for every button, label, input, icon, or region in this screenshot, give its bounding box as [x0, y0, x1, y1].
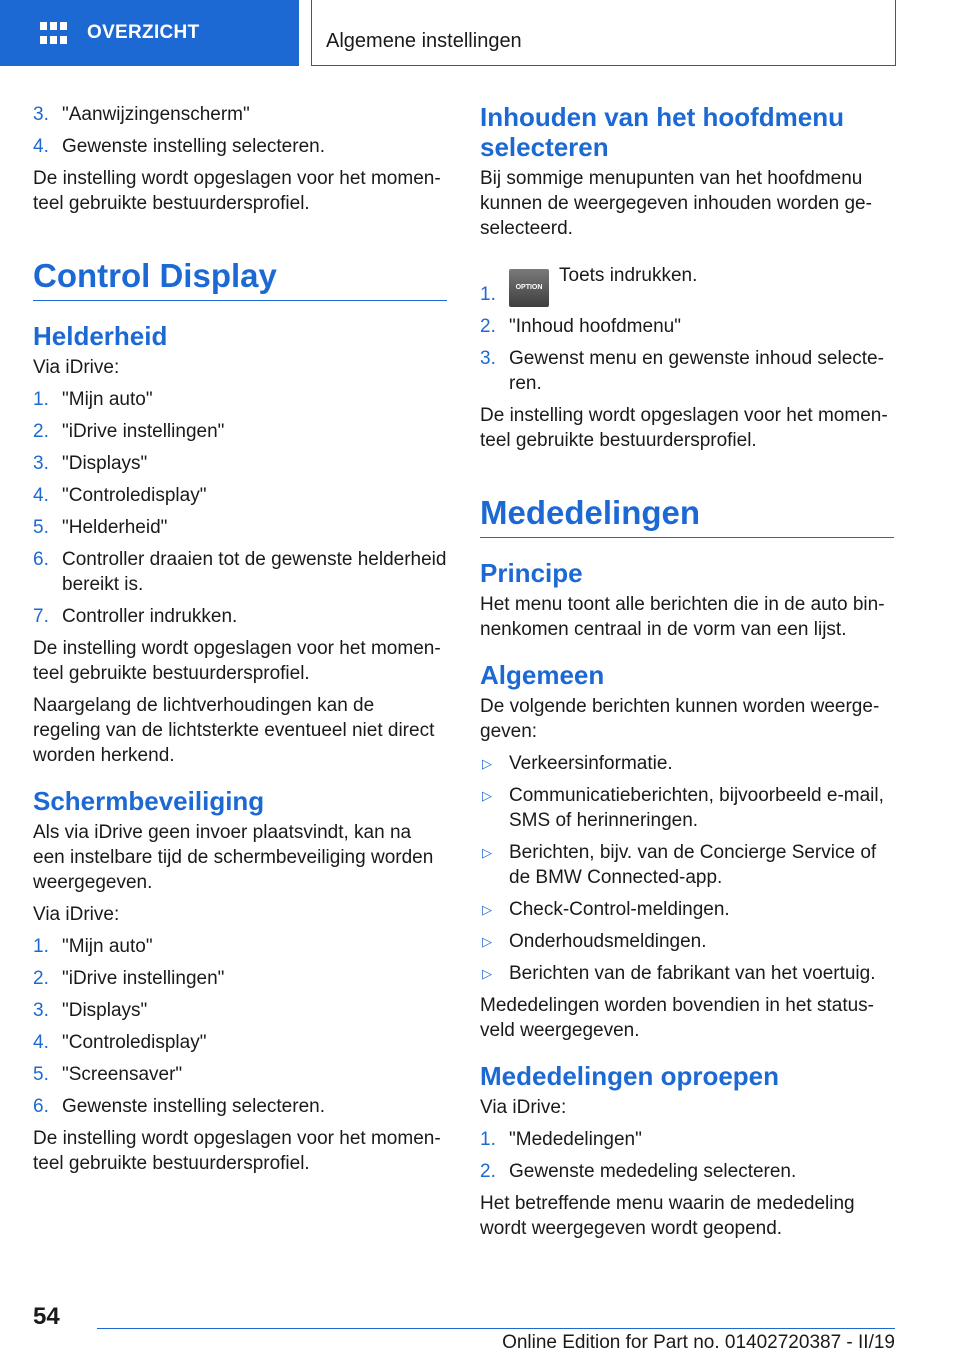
list-item: 4. "Controledisplay": [33, 1032, 207, 1053]
list-item: ▷ Check-Control-meldingen.: [482, 899, 730, 920]
breadcrumb: [311, 0, 896, 66]
triangle-bullet-icon: ▷: [482, 756, 492, 771]
paragraph: Via iDrive:: [480, 1097, 567, 1118]
paragraph: Mededelingen worden bovendien in het statusveld weergegeven.: [480, 995, 874, 1041]
steps-hoofdmenu-list: [480, 263, 894, 396]
steps-oproepen-list: [480, 1127, 894, 1184]
footer-divider: [97, 1328, 895, 1329]
paragraph: Het betreffende menu waarin de mededeling wordt weergegeven wordt geopend.: [480, 1193, 855, 1239]
list-item: ▷ Berichten, bijv. van de Concierge Service of de BMW Connected-app.: [482, 842, 877, 888]
list-item: 4. "Controledisplay": [33, 485, 207, 506]
list-item: 7. Controller indrukken.: [33, 606, 238, 627]
paragraph: Bij sommige menupunten van het hoofdmenu kunnen de weergegeven inhouden worden geselecteerd.: [480, 168, 872, 239]
section-title-mededelingen: Mededelingen: [480, 493, 894, 538]
triangle-bullet-icon: ▷: [482, 845, 492, 860]
list-item: 2. "iDrive instellingen": [33, 968, 225, 989]
list-item: 2. "Inhoud hoofdmenu": [480, 316, 681, 337]
paragraph: De volgende berichten kunnen worden weergegeven:: [480, 696, 880, 742]
paragraph: De instelling wordt opgeslagen voor het momenteel gebruikte bestuurdersprofiel.: [33, 638, 441, 684]
list-item: 6. Controller draaien tot de gewenste helderheid bereikt is.: [33, 549, 447, 595]
triangle-bullet-icon: ▷: [482, 788, 492, 803]
section-title-control-display: Control Display: [33, 256, 447, 301]
heading-principe: Principe: [480, 558, 583, 588]
list-item: ▷ Onderhoudsmeldingen.: [482, 931, 707, 952]
option-button-icon: OPTION: [509, 269, 549, 307]
list-item: 6. Gewenste instelling selecteren.: [33, 1096, 325, 1117]
paragraph: De instelling wordt opgeslagen voor het momenteel gebruikte bestuurdersprofiel.: [480, 405, 888, 451]
list-item: 4. Gewenste instelling selecteren.: [33, 136, 325, 157]
page-number: 54: [33, 1303, 60, 1330]
top-bar: [0, 0, 960, 66]
right-column: [480, 102, 894, 1248]
triangle-bullet-icon: ▷: [482, 902, 492, 917]
list-item: 2. "iDrive instellingen": [33, 421, 225, 442]
list-item: ▷ Berichten van de fabrikant van het voertuig.: [482, 963, 876, 984]
paragraph: Als via iDrive geen invoer plaatsvindt, kan na een instelbare tijd de schermbeveiliging worden weergegeven.: [33, 822, 434, 893]
list-item: 1. OPTIONToets indrukken.: [480, 265, 698, 305]
list-item: 3. "Aanwijzingenscherm": [33, 104, 250, 125]
overview-button[interactable]: [0, 0, 299, 66]
list-item: ▷ Communicatieberichten, bijvoorbeeld e-mail, SMS of herinneringen.: [482, 785, 884, 831]
list-item: 3. "Displays": [33, 453, 148, 474]
left-column: [33, 102, 447, 1183]
list-item: 3. "Displays": [33, 1000, 148, 1021]
paragraph: Via iDrive:: [33, 904, 120, 925]
steps-schermbeveiliging-list: [33, 934, 447, 1119]
breadcrumb-label: Algemene instellingen: [326, 30, 522, 52]
list-item: 5. "Helderheid": [33, 517, 168, 538]
paragraph: De instelling wordt opgeslagen voor het momenteel gebruikte bestuurdersprofiel.: [33, 1128, 441, 1174]
paragraph: Het menu toont alle berichten die in de auto binnenkomen centraal in de vorm van een lijst.: [480, 594, 885, 640]
heading-oproepen: Mededelingen oproepen: [480, 1061, 780, 1091]
steps-helderheid-list: [33, 387, 447, 629]
heading-schermbeveiliging: Schermbeveiliging: [33, 786, 265, 816]
paragraph: Naargelang de lichtverhoudingen kan de regeling van de lichtsterkte eventueel niet direct worden herkend.: [33, 695, 435, 766]
paragraph: De instelling wordt opgeslagen voor het momenteel gebruikte bestuurdersprofiel.: [33, 168, 441, 214]
paragraph: Via iDrive:: [33, 357, 120, 378]
edition-text: Online Edition for Part no. 01402720387 - II/19: [502, 1332, 895, 1353]
list-item: 1. "Mijn auto": [33, 389, 153, 410]
grid-menu-icon: [40, 22, 66, 44]
heading-algemeen: Algemeen: [480, 660, 605, 690]
triangle-bullet-icon: ▷: [482, 966, 492, 981]
list-item: ▷ Verkeersinformatie.: [482, 753, 673, 774]
steps-top-list: [33, 102, 447, 159]
heading-hoofdmenu: Inhouden van het hoofdmenu selecteren: [480, 102, 844, 162]
list-item: 1. "Mededelingen": [480, 1129, 642, 1150]
triangle-bullet-icon: ▷: [482, 934, 492, 949]
overview-label: OVERZICHT: [87, 22, 200, 43]
heading-helderheid: Helderheid: [33, 321, 168, 351]
list-item: 3. Gewenst menu en gewenste inhoud selecteren.: [480, 348, 884, 394]
list-item: 2. Gewenste mededeling selecteren.: [480, 1161, 797, 1182]
list-item: 1. "Mijn auto": [33, 936, 153, 957]
list-item: 5. "Screensaver": [33, 1064, 183, 1085]
bullet-list: [480, 751, 894, 986]
